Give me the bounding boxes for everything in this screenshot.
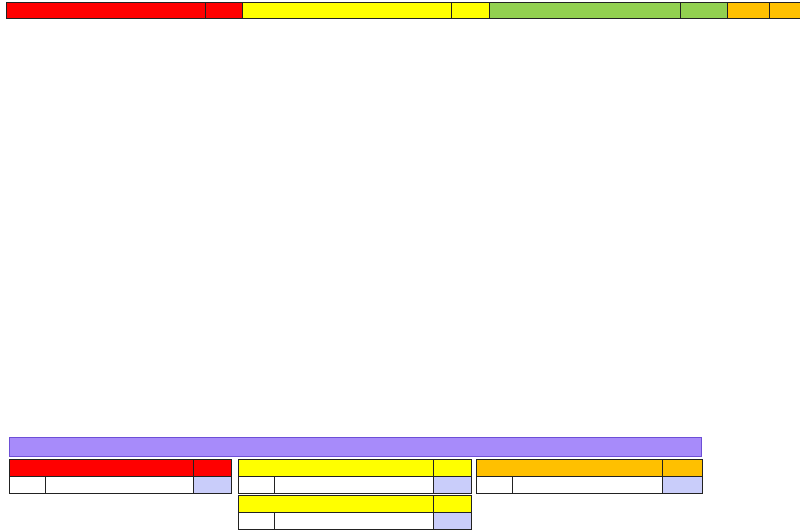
group4-title [728, 3, 770, 19]
promo4-value [434, 513, 472, 530]
promo2-kol [434, 460, 472, 477]
promo2-name [275, 477, 434, 494]
promo1-title [10, 460, 194, 477]
promo4-kol [434, 496, 472, 513]
promo-table-3 [476, 459, 703, 494]
promo1-value [194, 477, 232, 494]
promo3-title [477, 460, 663, 477]
promo3-num [477, 477, 513, 494]
promo2-title [239, 460, 434, 477]
promo4-title [239, 496, 434, 513]
promo3-kol [663, 460, 703, 477]
promo3-name [513, 477, 663, 494]
group3-title [490, 3, 681, 19]
spreadsheet [6, 2, 797, 19]
promo1-num [10, 477, 46, 494]
promo4-num [239, 513, 275, 530]
group1-title [7, 3, 206, 19]
promo1-name [46, 477, 194, 494]
group3-kol-header [681, 3, 718, 19]
promo-table-1 [9, 459, 232, 494]
challenge-table [6, 2, 800, 19]
promo2-num [239, 477, 275, 494]
group2-kol-header [452, 3, 490, 19]
promo-banner [9, 437, 702, 457]
group1-kol-header [206, 3, 243, 19]
promo-table-2 [238, 459, 472, 530]
header-row [7, 3, 800, 19]
group2-title [243, 3, 452, 19]
promo2-value [434, 477, 472, 494]
group4-kol-header [770, 3, 800, 19]
promo3-value [663, 477, 703, 494]
promo4-name [275, 513, 434, 530]
promo1-kol [194, 460, 232, 477]
group3-spacer [718, 3, 728, 19]
